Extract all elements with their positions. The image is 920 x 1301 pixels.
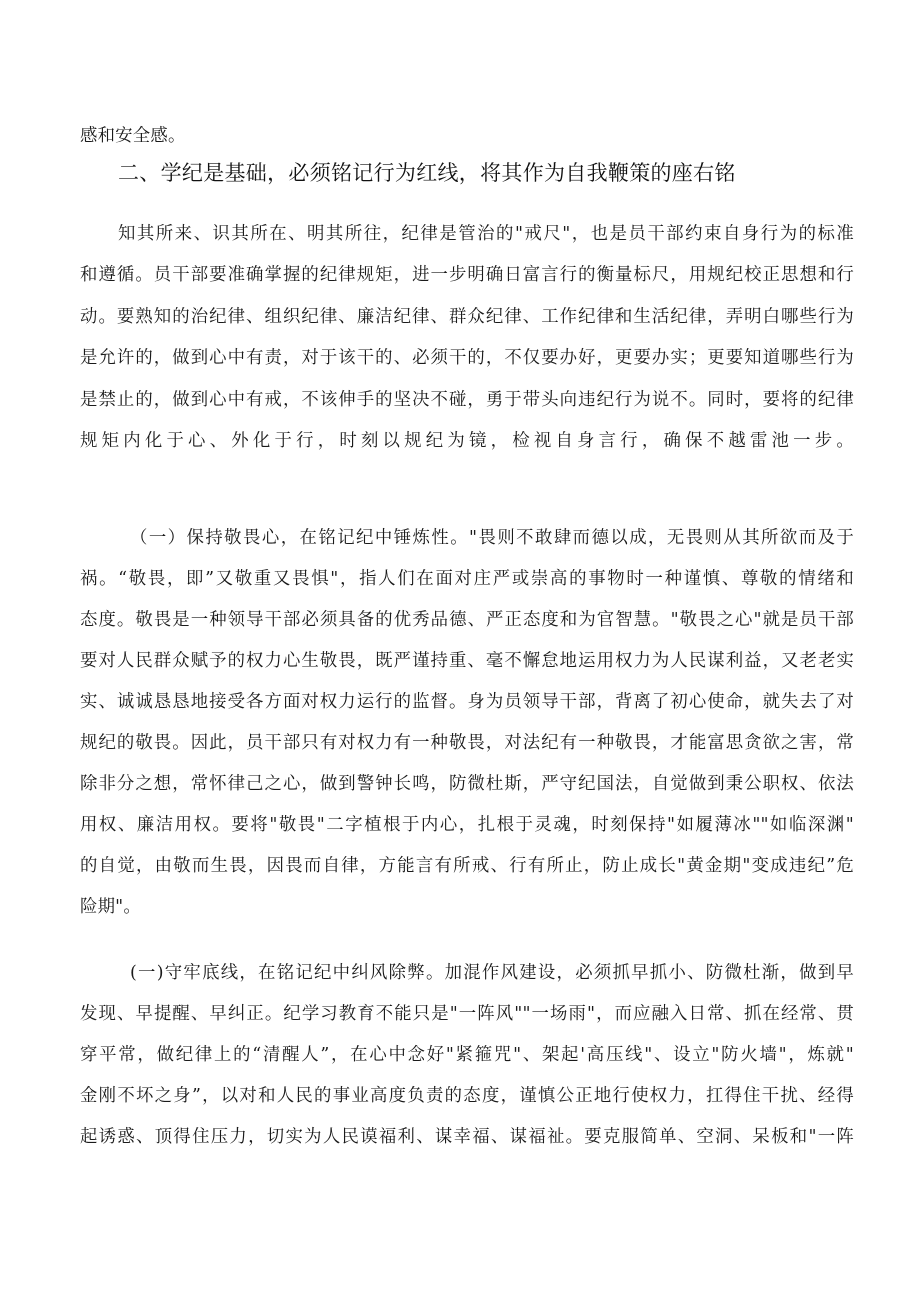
paragraph1-line: 是禁止的，做到心中有戒，不该伸手的坚决不碰，勇于带头向违纪行为说不。同时，要将的纪律: [80, 390, 854, 410]
paragraph1-line: 规矩内化于心、外化于行，时刻以规纪为镜，检视自身言行，确保不越雷池一步。: [80, 431, 854, 451]
paragraph2-line: 用权、廉洁用权。要将"敬畏"二字植根于内心，扎根于灵魂，时刻保持"如履薄冰""如临深渊": [80, 815, 854, 835]
paragraph2-line: 态度。敬畏是一种领导干部必须具备的优秀品德、严正态度和为官智慧。"敬畏之心"就是员干部: [80, 610, 854, 630]
paragraph2-line: （一）保持敬畏心，在铭记纪中锤炼性。"畏则不敢肆而德以成，无畏则从其所欲而及于: [130, 528, 854, 548]
paragraph3-line: 起诱惑、顶得住压力，切实为人民谟福利、谋幸福、谋福祉。要克服简单、空洞、呆板和"一阵: [80, 1127, 854, 1147]
paragraph2-line: 实、诚诚恳恳地接受各方面对权力运行的监督。身为员领导干部，背离了初心使命，就失去了对: [80, 692, 854, 712]
paragraph3-line: 穿平常，做纪律上的“清醒人”，在心中念好"紧箍咒"、架起'高压线"、设立"防火墙"，炼就": [80, 1045, 854, 1065]
paragraph2-line: 祸。“敬畏，即”又敬重又畏惧"，指人们在面对庄严或崇高的事物时一种谨慎、尊敬的情绪和: [80, 569, 854, 589]
paragraph1-line: 动。要熟知的治纪律、组织纪律、廉洁纪律、群众纪律、工作纪律和生活纪律，弄明白哪些行为: [80, 307, 854, 327]
paragraph2-line: 规纪的敬畏。因此，员干部只有对权力有一种敬畏，对法纪有一种敬畏，才能富思贪欲之害，常: [80, 733, 854, 753]
paragraph3-line: (一)守牢底线，在铭记纪中纠风除弊。加混作风建设，必须抓早抓小、防微杜渐，做到早: [130, 963, 854, 983]
paragraph1-line: 是允许的，做到心中有责，对于该干的、必须干的，不仅要办好，更要办实；更要知道哪些行为: [80, 348, 854, 368]
paragraph2-line: 险期"。: [80, 897, 141, 917]
intro-tail-text: 感和安全感。: [80, 126, 186, 146]
paragraph1-line: 和遵循。员干部要准确掌握的纪律规矩，进一步明确日富言行的衡量标尺，用规纪校正思想和行: [80, 265, 854, 285]
paragraph2-line: 要对人民群众赋予的权力心生敬畏，既严谨持重、毫不懈怠地运用权力为人民谋利益，又老老实: [80, 651, 854, 671]
paragraph3-line: 金刚不坏之身”，以对和人民的事业高度负责的态度，谨慎公正地行使权力，扛得住干扰、经得: [80, 1086, 854, 1106]
paragraph1-line: 知其所来、识其所在、明其所往，纪律是管治的"戒尺"，也是员干部约束自身行为的标准: [118, 224, 854, 244]
section-heading: 二、学纪是基础，必须铭记行为红线，将其作为自我鞭策的座右铭: [118, 161, 736, 185]
paragraph3-line: 发现、早提醒、早纠正。纪学习教育不能只是"一阵风""一场雨"，而应融入日常、抓在经常、贯: [80, 1004, 854, 1024]
paragraph2-line: 的自觉，由敬而生畏，因畏而自律，方能言有所戒、行有所止，防止成长"黄金期"变成违纪”危: [80, 856, 854, 876]
paragraph2-line: 除非分之想，常怀律己之心，做到警钟长鸣，防微杜斯，严守纪国法，自觉做到秉公职权、依法: [80, 774, 854, 794]
